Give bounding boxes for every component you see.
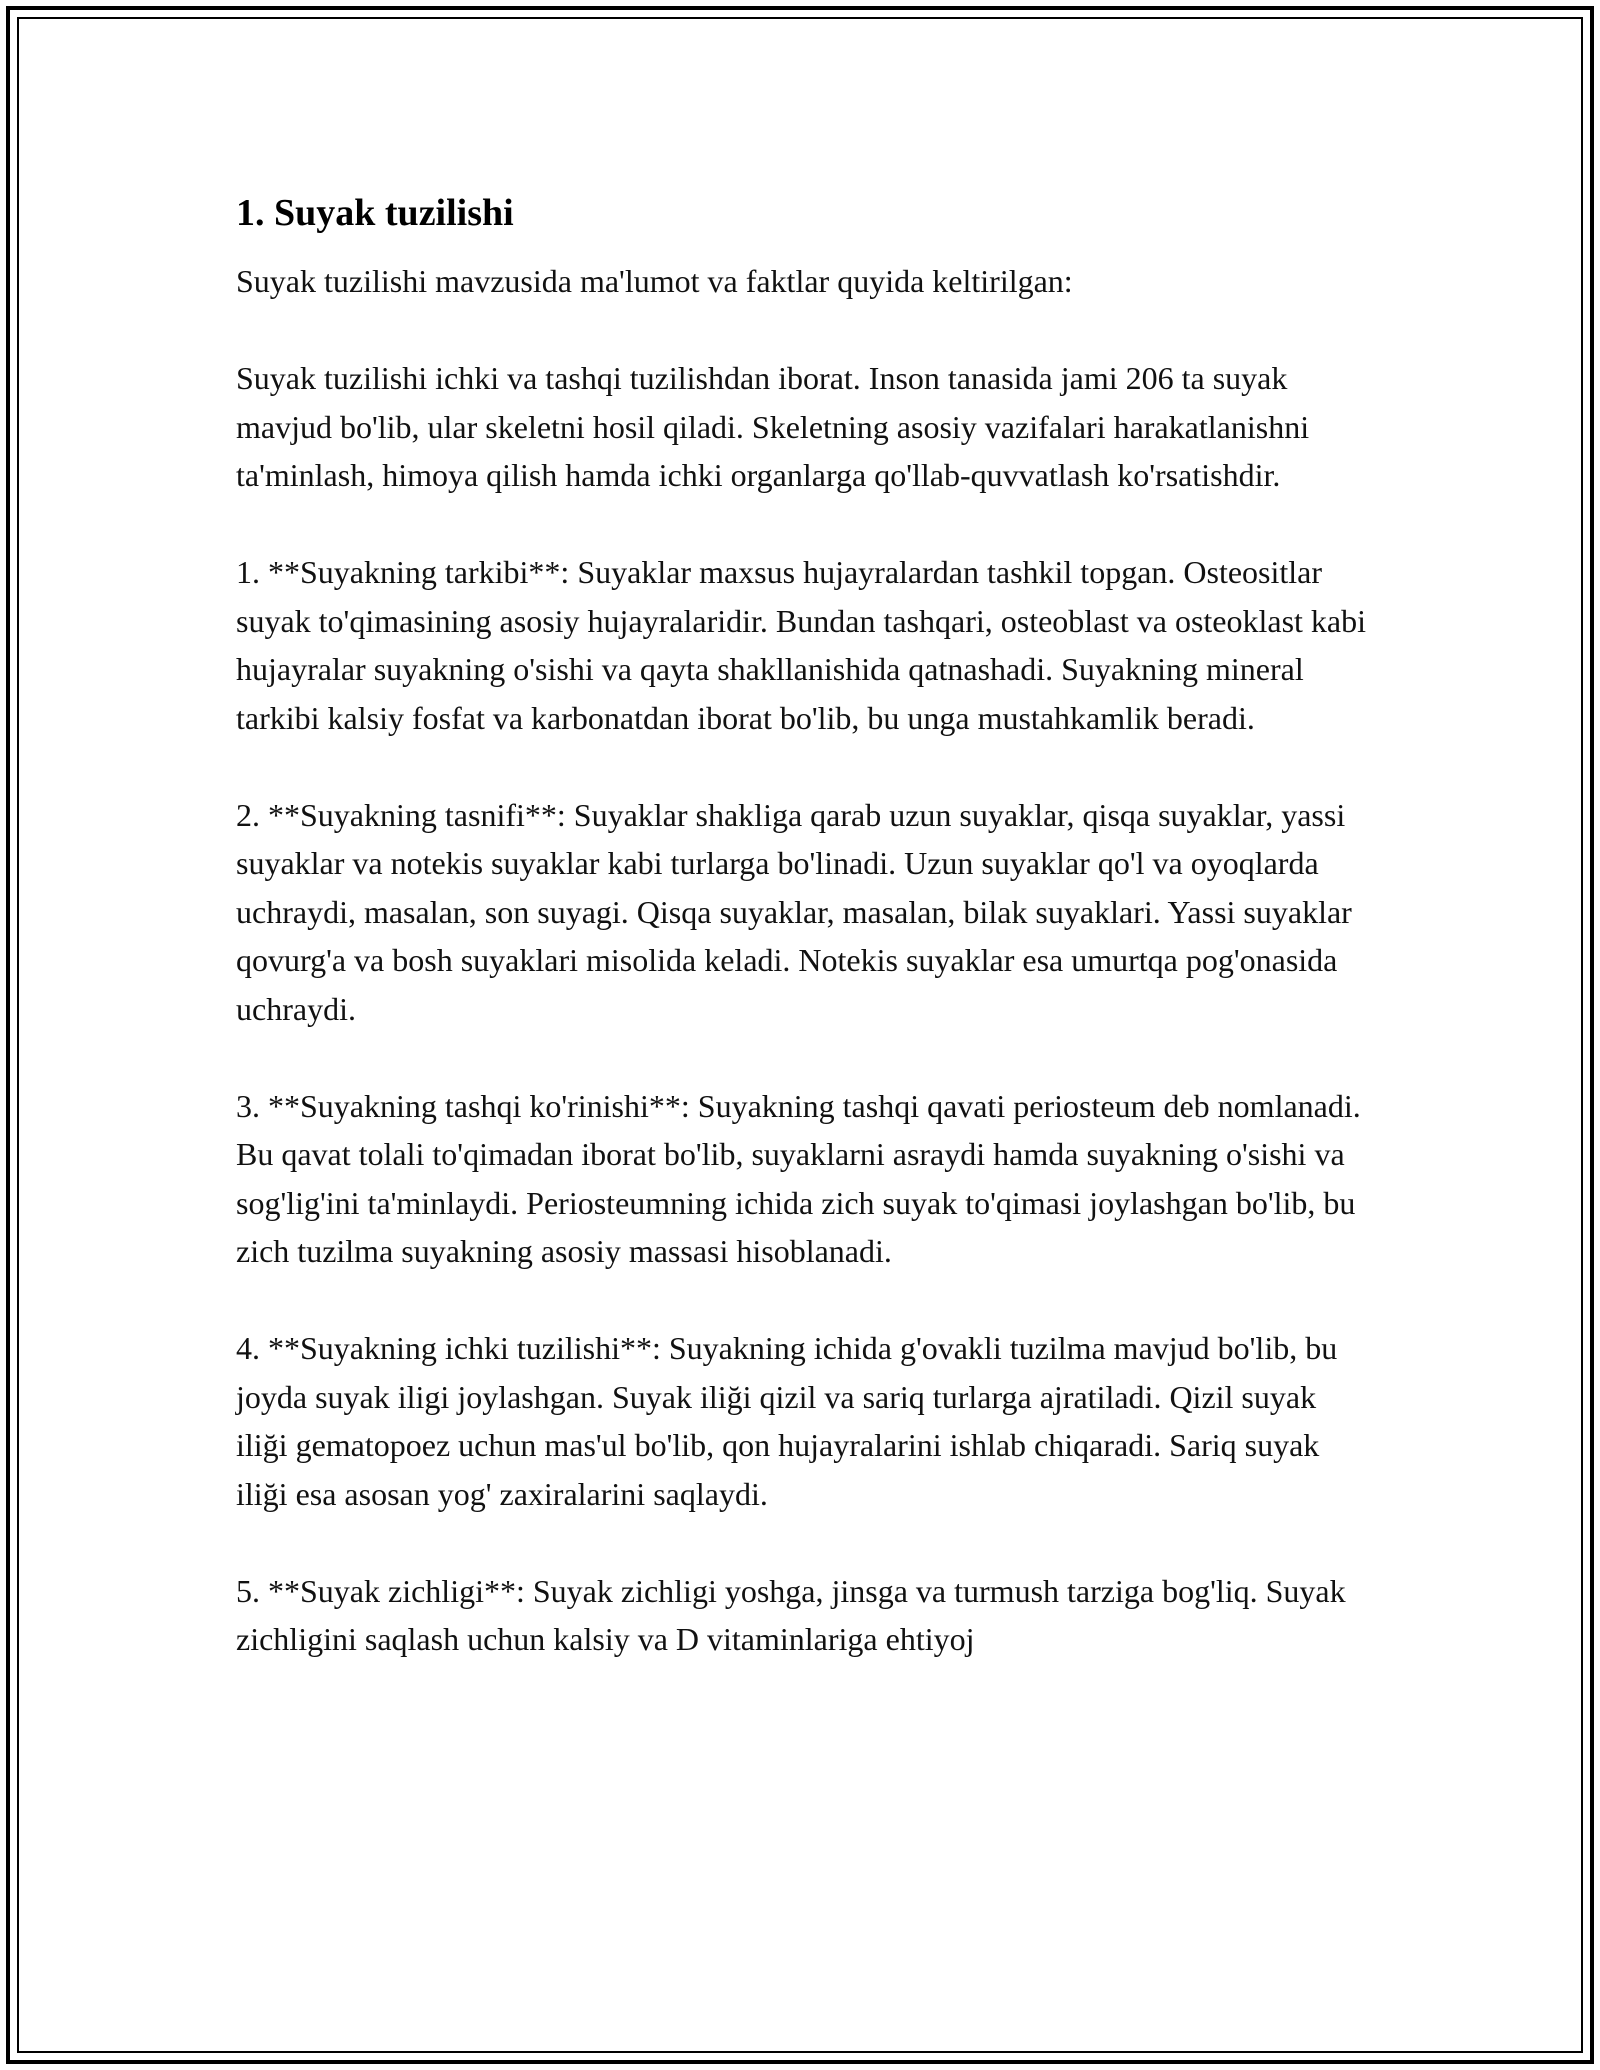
classification-paragraph: 2. **Suyakning tasnifi**: Suyaklar shakliga qarab uzun suyaklar, qisqa suyaklar, yassi suyaklar va notekis suyaklar kabi turlarga bo'linadi. Uzun suyaklar qo'l va oyoqlarda uchraydi, masalan, son suyagi. Qisqa suyaklar, masalan, bilak suyaklari. Yassi suyaklar qovurg'a va bosh suyaklari misolida keladi. Notekis suyaklar esa umurtqa pog'onasida uchraydi. — [236, 796, 1352, 1027]
external-appearance-paragraph: 3. **Suyakning tashqi ko'rinishi**: Suyakning tashqi qavati periosteum deb nomlanadi. Bu qavat tolali to'qimadan iborat bo'lib, suyaklarni asraydi hamda suyakning o'sishi va sog'lig'ini ta'minlaydi. Periosteumning ichida zich suyak to'qimasi joylashgan bo'lib, bu zich tuzilma suyakning asosiy massasi hisoblanadi. — [236, 1087, 1361, 1269]
internal-structure-paragraph: 4. **Suyakning ichki tuzilishi**: Suyakning ichida g'ovakli tuzilma mavjud bo'lib, bu joyda suyak iligi joylashgan. Suyak iliği qizil va sariq turlarga ajratiladi. Qizil suyak iliği gematopoez uchun mas'ul bo'lib, qon hujayralarini ishlab chiqaradi. Sariq suyak iliği esa asosan yog' zaxiralarini saqlaydi. — [236, 1330, 1338, 1512]
document-body — [236, 187, 1366, 1664]
intro-paragraph: Suyak tuzilishi mavzusida ma'lumot va faktlar quyida keltirilgan: — [236, 263, 1073, 299]
bone-density-paragraph: 5. **Suyak zichligi**: Suyak zichligi yoshga, jinsga va turmush tarziga bog'liq. Suyak zichligini saqlash uchun kalsiy va D vitaminlariga ehtiyoj — [236, 1572, 1346, 1657]
overview-paragraph: Suyak tuzilishi ichki va tashqi tuzilishdan iborat. Inson tanasida jami 206 ta suyak mavjud bo'lib, ular skeletni hosil qiladi. Skeletning asosiy vazifalari harakatlanishni ta'minlash, himoya qilish hamda ichki organlarga qo'llab-quvvatlash ko'rsatishdir. — [236, 360, 1310, 493]
composition-paragraph: 1. **Suyakning tarkibi**: Suyaklar maxsus hujayralardan tashkil topgan. Osteositlar suyak to'qimasining asosiy hujayralaridir. Bundan tashqari, osteoblast va osteoklast kabi hujayralar suyakning o'sishi va qayta shakllanishida qatnashadi. Suyakning mineral tarkibi kalsiy fosfat va karbonatdan iborat bo'lib, bu unga mustahkamlik beradi. — [236, 554, 1367, 736]
section-heading: 1. Suyak tuzilishi — [236, 192, 514, 234]
